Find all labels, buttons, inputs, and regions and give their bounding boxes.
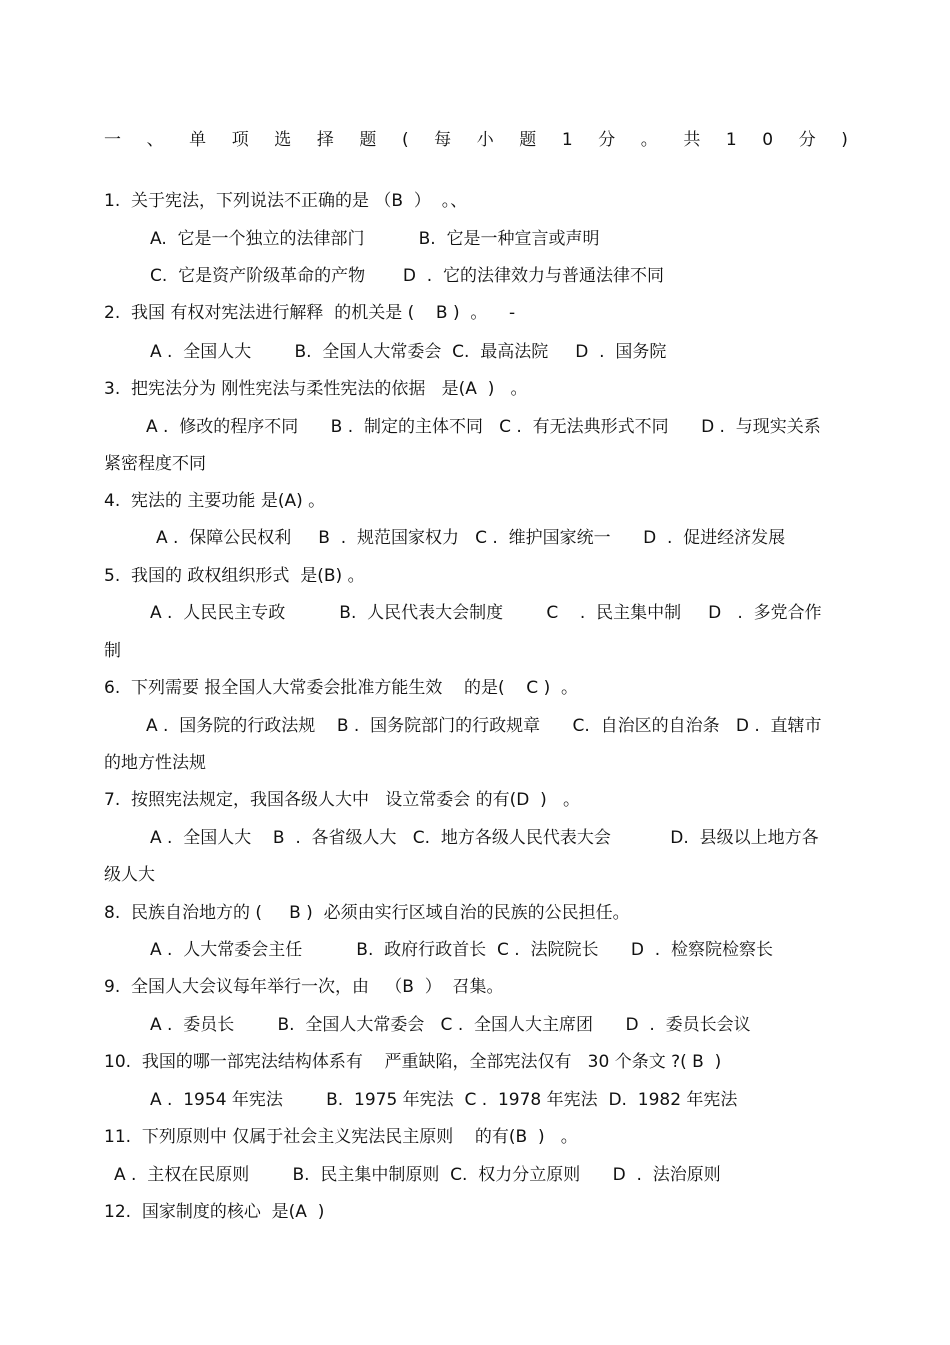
question-stem: 7. 按照宪法规定，我国各级人大中 设立常委会 的有(D ) 。 — [104, 790, 581, 810]
question-options: A . 全国人大 B . 各省级人大 C. 地方各级人民代表大会 D. 县级以上地方各 — [150, 828, 819, 848]
section-title-char: 题 — [359, 130, 377, 150]
question-options: A . 保障公民权利 B . 规范国家权力 C . 维护国家统一 D . 促进经济发展 — [156, 528, 786, 548]
question-options: C. 它是资产阶级革命的产物 D . 它的法律效力与普通法律不同 — [150, 266, 665, 286]
question-options: A . 国务院的行政法规 B . 国务院部门的行政规章 C. 自治区的自治条 D . 直辖市 — [146, 716, 822, 736]
question-options: A . 全国人大 B. 全国人大常委会 C. 最高法院 D . 国务院 — [150, 342, 667, 362]
section-title-char: 单 — [189, 130, 207, 150]
section-title-char: 分 — [798, 130, 816, 150]
question-stem: 9. 全国人大会议每年举行一次，由 （B ） 召集。 — [104, 977, 504, 997]
section-title-char: 题 — [519, 130, 537, 150]
question-stem: 1. 关于宪法，下列说法不正确的是 （B ） 。、 — [104, 191, 468, 211]
section-title-char: 每 — [434, 130, 452, 150]
question-options: A . 1954 年宪法 B. 1975 年宪法 C . 1978 年宪法 D. 1982 年宪法 — [150, 1090, 738, 1110]
section-title-char: 1 — [561, 130, 573, 150]
question-stem: 3. 把宪法分为 刚性宪法与柔性宪法的依据 是(A ) 。 — [104, 379, 528, 399]
question-stem: 11. 下列原则中 仅属于社会主义宪法民主原则 的有(B ) 。 — [104, 1127, 578, 1147]
question-stem: 6. 下列需要 报全国人大常委会批准方能生效 的是( C ) 。 — [104, 678, 579, 698]
question-options: A . 委员长 B. 全国人大常委会 C . 全国人大主席团 D . 委员长会议 — [150, 1015, 751, 1035]
section-title-char: 共 — [683, 130, 701, 150]
section-title-char: 。 — [640, 130, 658, 150]
question-stem: 4. 宪法的 主要功能 是(A) 。 — [104, 491, 326, 511]
section-title-char: ( — [401, 130, 409, 150]
question-options: A . 主权在民原则 B. 民主集中制原则 C. 权力分立原则 D . 法治原则 — [114, 1165, 721, 1185]
section-title — [104, 129, 848, 151]
question-options: 紧密程度不同 — [104, 454, 206, 474]
section-title-char: 选 — [274, 130, 292, 150]
question-stem: 12. 国家制度的核心 是(A ) — [104, 1202, 325, 1222]
section-title-char: 一 — [104, 130, 121, 150]
section-title-char: 择 — [316, 130, 334, 150]
question-options: A. 它是一个独立的法律部门 B. 它是一种宣言或声明 — [150, 229, 600, 249]
question-options: A . 人大常委会主任 B. 政府行政首长 C . 法院院长 D . 检察院检察长 — [150, 940, 773, 960]
question-stem: 10. 我国的哪一部宪法结构体系有 严重缺陷，全部宪法仅有 30 个条文 ?( B ) — [104, 1052, 722, 1072]
question-options: 制 — [104, 641, 121, 661]
section-title-char: 、 — [146, 130, 164, 150]
question-options: 的地方性法规 — [104, 753, 206, 773]
question-options: A . 修改的程序不同 B . 制定的主体不同 C . 有无法典形式不同 D . 与现实关系 — [146, 417, 821, 437]
question-options: 级人大 — [104, 865, 155, 885]
question-stem: 2. 我国 有权对宪法进行解释 的机关是 ( B ) 。 - — [104, 303, 516, 323]
section-title-char: 小 — [476, 130, 494, 150]
section-title-char: 分 — [598, 130, 616, 150]
section-title-char: 1 — [725, 130, 737, 150]
question-options: A . 人民民主专政 B. 人民代表大会制度 C . 民主集中制 D . 多党合作 — [150, 603, 822, 623]
question-stem: 8. 民族自治地方的 ( B ) 必须由实行区域自治的民族的公民担任。 — [104, 903, 630, 923]
section-title-char: 0 — [762, 130, 774, 150]
question-stem: 5. 我国的 政权组织形式 是(B) 。 — [104, 566, 365, 586]
section-title-char: ) — [841, 130, 848, 150]
section-title-char: 项 — [231, 130, 249, 150]
